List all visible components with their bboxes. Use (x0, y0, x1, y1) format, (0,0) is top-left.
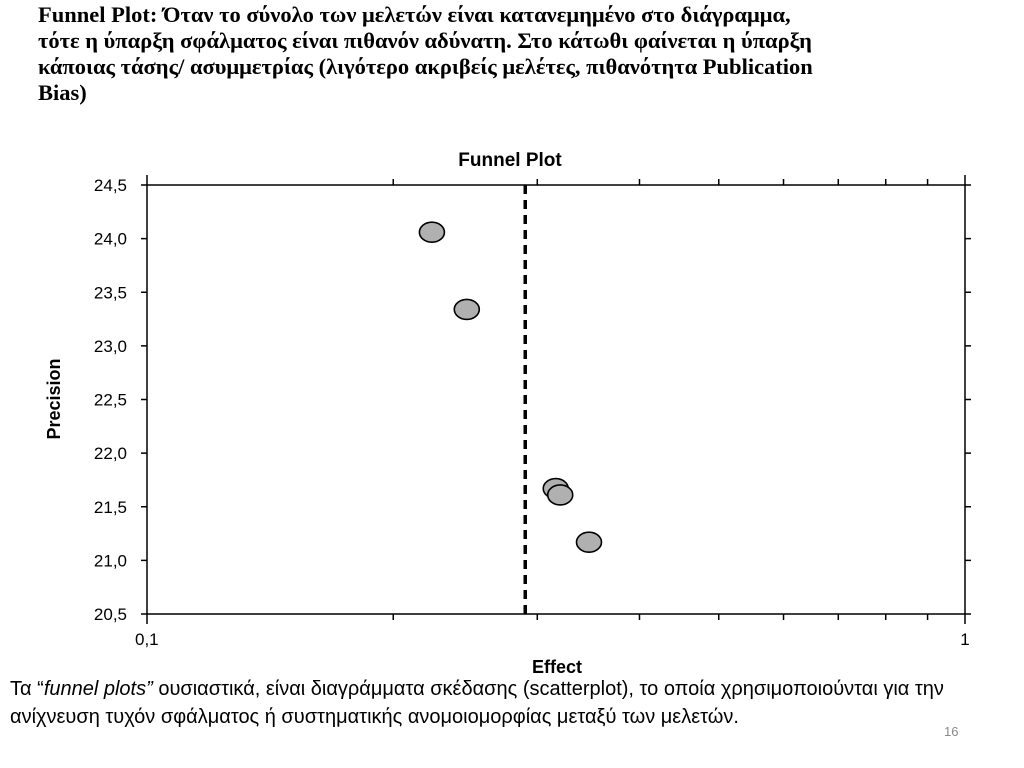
slide-caption (10, 676, 1010, 731)
caption-emphasis: funnel plots” (43, 678, 153, 700)
y-tick-label: 24,5 (93, 176, 127, 195)
x-tick-label: 0,1 (135, 630, 159, 649)
data-point (419, 222, 444, 242)
x-axis-label: Effect (531, 657, 583, 677)
y-axis-label: Precision (44, 358, 64, 440)
caption-prefix: Τα “ (10, 678, 44, 700)
y-tick-label: 22,0 (93, 444, 127, 464)
slide-heading: Funnel Plot: Όταν το σύνολο των μελετών είναι κατανεμημένο στο διάγραμμα, τότε η ύπαρξη σφάλματος είναι πιθανόν αδύνατη. Στο κάτωθι φαίνεται η ύπαρξη κάποιας τάσης/ ασυμμετρίας (λιγότερο ακριβείς μελέτες, πιθανότητα Publication Bias) (38, 2, 813, 105)
y-tick-label: 21,0 (93, 551, 127, 571)
data-point (454, 299, 479, 319)
y-tick-label: 23,0 (93, 336, 127, 356)
caption-text: ουσιαστικά, είναι διαγράμματα σκέδασης (scatterplot), το οποία χρησιμοποιούνται για την ανίχνευση τυχόν σφάλματος ή συστηματικής ανομοιομορφίας μεταξύ των μελετών. (10, 678, 944, 728)
data-point (576, 532, 601, 552)
data-point (548, 485, 573, 505)
y-tick-label: 23,5 (93, 283, 127, 303)
y-tick-label: 24,0 (93, 229, 127, 249)
y-axis-ticks (94, 176, 971, 624)
chart-title: Funnel Plot (458, 150, 562, 171)
x-axis-ticks (135, 175, 970, 649)
y-tick-label: 20,5 (93, 605, 127, 624)
plot-frame (147, 185, 965, 614)
y-tick-label: 22,5 (93, 390, 127, 410)
y-tick-label: 21,5 (93, 497, 127, 517)
page-number: 16 (944, 724, 959, 739)
data-points (419, 222, 601, 552)
x-tick-label: 1 (960, 630, 970, 649)
